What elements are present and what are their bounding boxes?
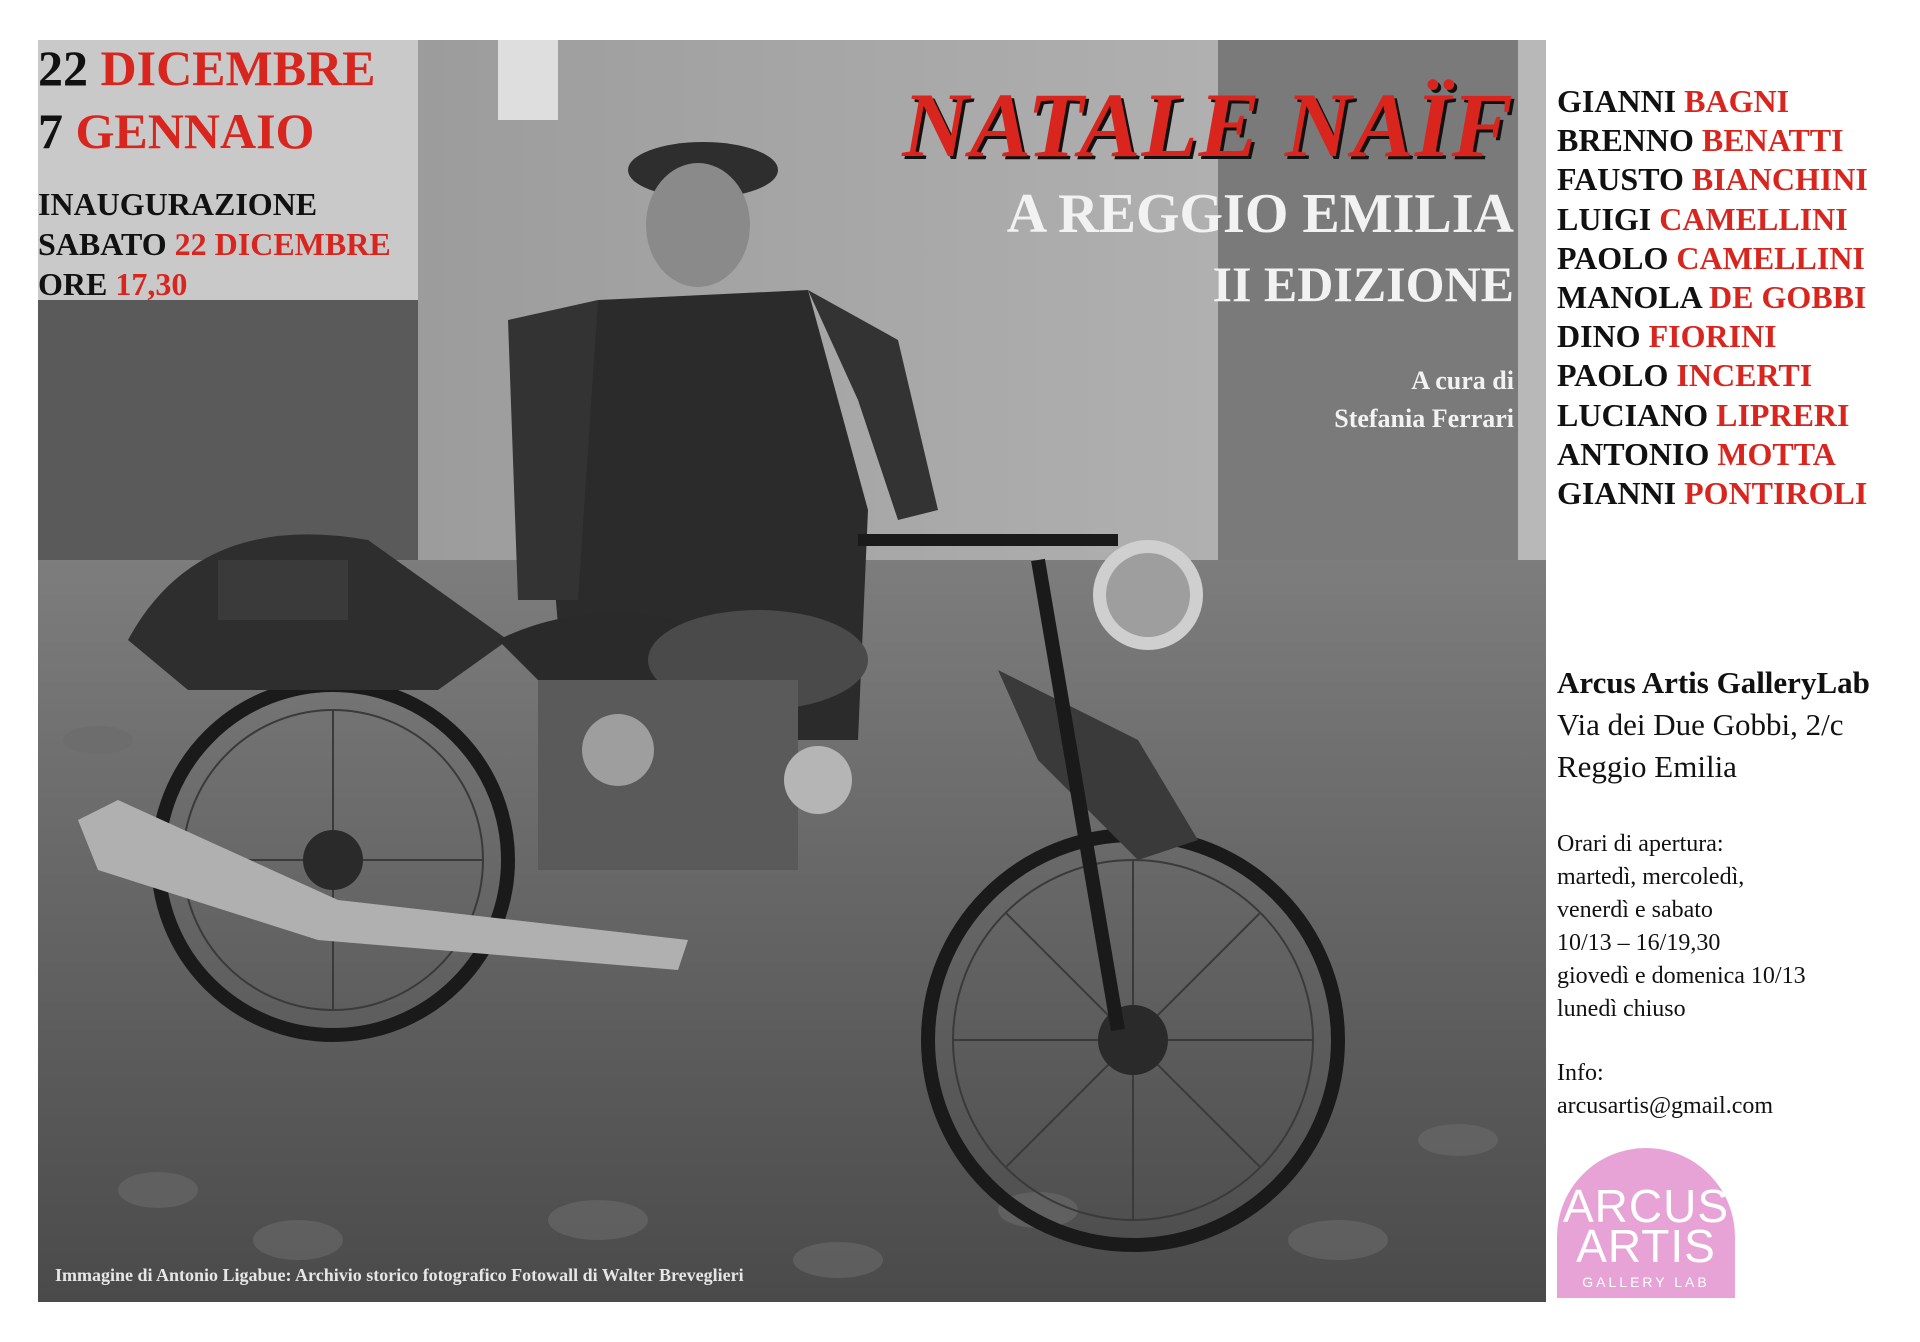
- artist-first-name: PAOLO: [1557, 239, 1669, 276]
- artist-last-name: BIANCHINI: [1691, 161, 1868, 198]
- inauguration-day: [38, 224, 391, 264]
- inauguration-time-label: ORE: [38, 266, 108, 302]
- artist-first-name: GIANNI: [1557, 475, 1677, 512]
- opening-hours: [1557, 828, 1806, 1026]
- artist-item: [1557, 356, 1868, 395]
- start-date: [38, 40, 376, 96]
- artist-last-name: MOTTA: [1717, 435, 1836, 472]
- curator-label: A cura di: [1411, 366, 1514, 395]
- artist-item: [1557, 317, 1868, 356]
- hours-line: martedì, mercoledì,: [1557, 864, 1745, 890]
- exhibition-subtitle: A REGGIO EMILIA: [1006, 183, 1514, 245]
- curator-name: Stefania Ferrari: [1334, 404, 1514, 433]
- exhibition-title: NATALE NAÏF: [902, 74, 1514, 176]
- artist-last-name: PONTIROLI: [1684, 475, 1868, 512]
- gallery-block: [1557, 662, 1870, 788]
- artist-first-name: DINO: [1557, 318, 1641, 355]
- artist-last-name: LIPRERI: [1716, 396, 1850, 433]
- end-month: GENNAIO: [75, 103, 315, 159]
- artist-last-name: INCERTI: [1676, 357, 1813, 394]
- artist-item: [1557, 160, 1868, 199]
- artist-item: [1557, 82, 1868, 121]
- artist-item: [1557, 435, 1868, 474]
- hours-line: venerdì e sabato: [1557, 897, 1713, 923]
- gallery-city: Reggio Emilia: [1557, 749, 1737, 784]
- photo-credit: Immagine di Antonio Ligabue: Archivio storico fotografico Fotowall di Walter Breveglieri: [55, 1265, 744, 1285]
- gallery-name: Arcus Artis GalleryLab: [1557, 665, 1870, 700]
- artist-first-name: BRENNO: [1557, 122, 1694, 159]
- exhibition-edition: II EDIZIONE: [1212, 256, 1514, 312]
- hours-line: lunedì chiuso: [1557, 996, 1686, 1022]
- logo-line-2: ARTIS: [1576, 1220, 1716, 1272]
- artist-item: [1557, 239, 1868, 278]
- end-day: 7: [38, 103, 63, 159]
- artist-last-name: DE GOBBI: [1709, 279, 1867, 316]
- artist-last-name: CAMELLINI: [1676, 239, 1865, 276]
- info-email[interactable]: arcusartis@gmail.com: [1557, 1093, 1774, 1119]
- logo-line-3: GALLERY LAB: [1582, 1274, 1710, 1290]
- artist-first-name: FAUSTO: [1557, 161, 1684, 198]
- artists-list: [1557, 82, 1868, 513]
- artist-first-name: GIANNI: [1557, 83, 1677, 119]
- inauguration-day-value: 22 DICEMBRE: [174, 226, 391, 262]
- artist-item: [1557, 121, 1868, 160]
- artist-item: [1557, 278, 1868, 317]
- start-day: 22: [38, 40, 88, 96]
- artist-first-name: LUIGI: [1557, 200, 1652, 237]
- hours-line: 10/13 – 16/19,30: [1557, 930, 1721, 956]
- logo-line-1: ARCUS: [1562, 1180, 1730, 1232]
- end-date: [38, 103, 314, 159]
- artist-item: [1557, 474, 1868, 513]
- artist-first-name: MANOLA: [1557, 279, 1701, 316]
- artist-first-name: LUCIANO: [1557, 396, 1709, 433]
- artist-last-name: CAMELLINI: [1659, 200, 1848, 237]
- artist-last-name: BENATTI: [1701, 122, 1844, 159]
- hours-line: Orari di apertura:: [1557, 831, 1724, 857]
- hours-line: giovedì e domenica 10/13: [1557, 963, 1806, 989]
- info-block: [1557, 1057, 1773, 1123]
- info-label: Info:: [1557, 1060, 1604, 1086]
- artist-item: [1557, 396, 1868, 435]
- start-month: DICEMBRE: [100, 40, 376, 96]
- inauguration-day-label: SABATO: [38, 226, 167, 262]
- artist-first-name: PAOLO: [1557, 357, 1669, 394]
- inauguration-time: [38, 264, 391, 304]
- arcus-artis-logo: [1557, 1148, 1735, 1298]
- inauguration-label: INAUGURAZIONE: [38, 186, 318, 222]
- artist-first-name: ANTONIO: [1557, 435, 1710, 472]
- gallery-address: Via dei Due Gobbi, 2/c: [1557, 707, 1844, 742]
- curator-block: [1334, 362, 1514, 438]
- artist-last-name: BAGNI: [1684, 83, 1790, 119]
- artist-last-name: FIORINI: [1648, 318, 1777, 355]
- artist-item: [1557, 200, 1868, 239]
- inauguration-block: [38, 184, 391, 304]
- inauguration-time-value: 17,30: [115, 266, 188, 302]
